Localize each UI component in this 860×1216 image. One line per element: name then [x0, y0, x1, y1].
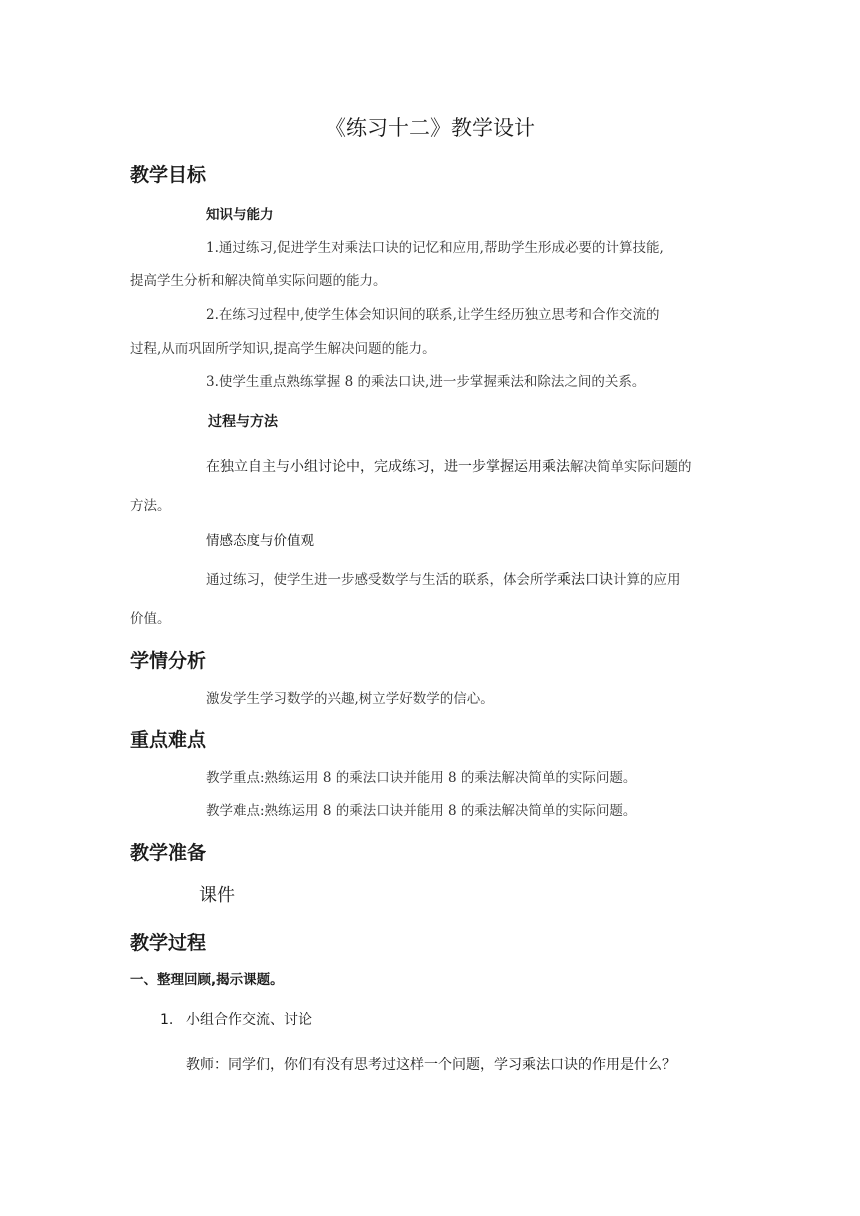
attitude-line-2: 价值。 [130, 611, 171, 627]
heading-key-difficult-points: 重点难点 [130, 729, 207, 751]
document-title: 《练习十二》教学设计 [325, 116, 535, 140]
sub-item-text: 小组合作交流、讨论 [186, 1012, 312, 1028]
goal-item-3: 3.使学生重点熟练掌握 8 的乘法口诀,进一步掌握乘法和除法之间的关系。 [206, 374, 646, 390]
heading-teaching-preparation: 教学准备 [130, 842, 207, 864]
process-line-1 [206, 455, 692, 476]
goal-item-1-line-2: 提高学生分析和解决简单实际问题的能力。 [130, 273, 387, 289]
attitude-line-1-end: 计算的应用 [613, 572, 681, 588]
attitude-line-1 [206, 568, 681, 589]
goal-item-2-line-1: 2.在练习过程中,使学生体会知识间的联系,让学生经历独立思考和合作交流的 [206, 307, 660, 323]
subheading-attitude-values: 情感态度与价值观 [206, 533, 314, 549]
heading-teaching-goals: 教学目标 [130, 164, 207, 186]
key-point-text: 教学重点:熟练运用 8 的乘法口诀并能用 8 的乘法解决简单的实际问题。 [206, 770, 637, 786]
sub-item-number: 1. [160, 1012, 174, 1028]
subheading-knowledge-ability: 知识与能力 [206, 207, 274, 223]
goal-item-2-line-2: 过程,从而巩固所学知识,提高学生解决问题的能力。 [130, 341, 436, 357]
goal-item-1-line-1: 1.通过练习,促进学生对乘法口诀的记忆和应用,帮助学生形成必要的计算技能, [206, 240, 664, 256]
attitude-line-1-start: 通过练习，使学生进一步感受数学与生活的联系，体会所学 [206, 572, 557, 588]
process-sub-item-1 [160, 1009, 312, 1029]
process-line-2: 方法。 [130, 498, 171, 514]
process-line-1-keyword: 在独立自主与小组讨论中，完成练习，进一步掌握运用乘法 [206, 459, 570, 475]
heading-teaching-process: 教学过程 [130, 932, 207, 954]
subheading-process-method: 过程与方法 [208, 414, 278, 430]
process-step-1: 一、整理回顾,揭示课题。 [130, 972, 284, 988]
teacher-question: 教师：同学们，你们有没有思考过这样一个问题，学习乘法口诀的作用是什么？ [186, 1057, 676, 1073]
process-line-1-rest: 解决简单实际问题的 [570, 459, 692, 475]
preparation-text: 课件 [199, 885, 235, 906]
analysis-text: 激发学生学习数学的兴趣,树立学好数学的信心。 [206, 691, 494, 707]
heading-student-analysis: 学情分析 [130, 650, 207, 672]
difficult-point-text: 教学难点:熟练运用 8 的乘法口诀并能用 8 的乘法解决简单的实际问题。 [206, 803, 637, 819]
attitude-keyword: 乘法口诀 [557, 572, 613, 588]
